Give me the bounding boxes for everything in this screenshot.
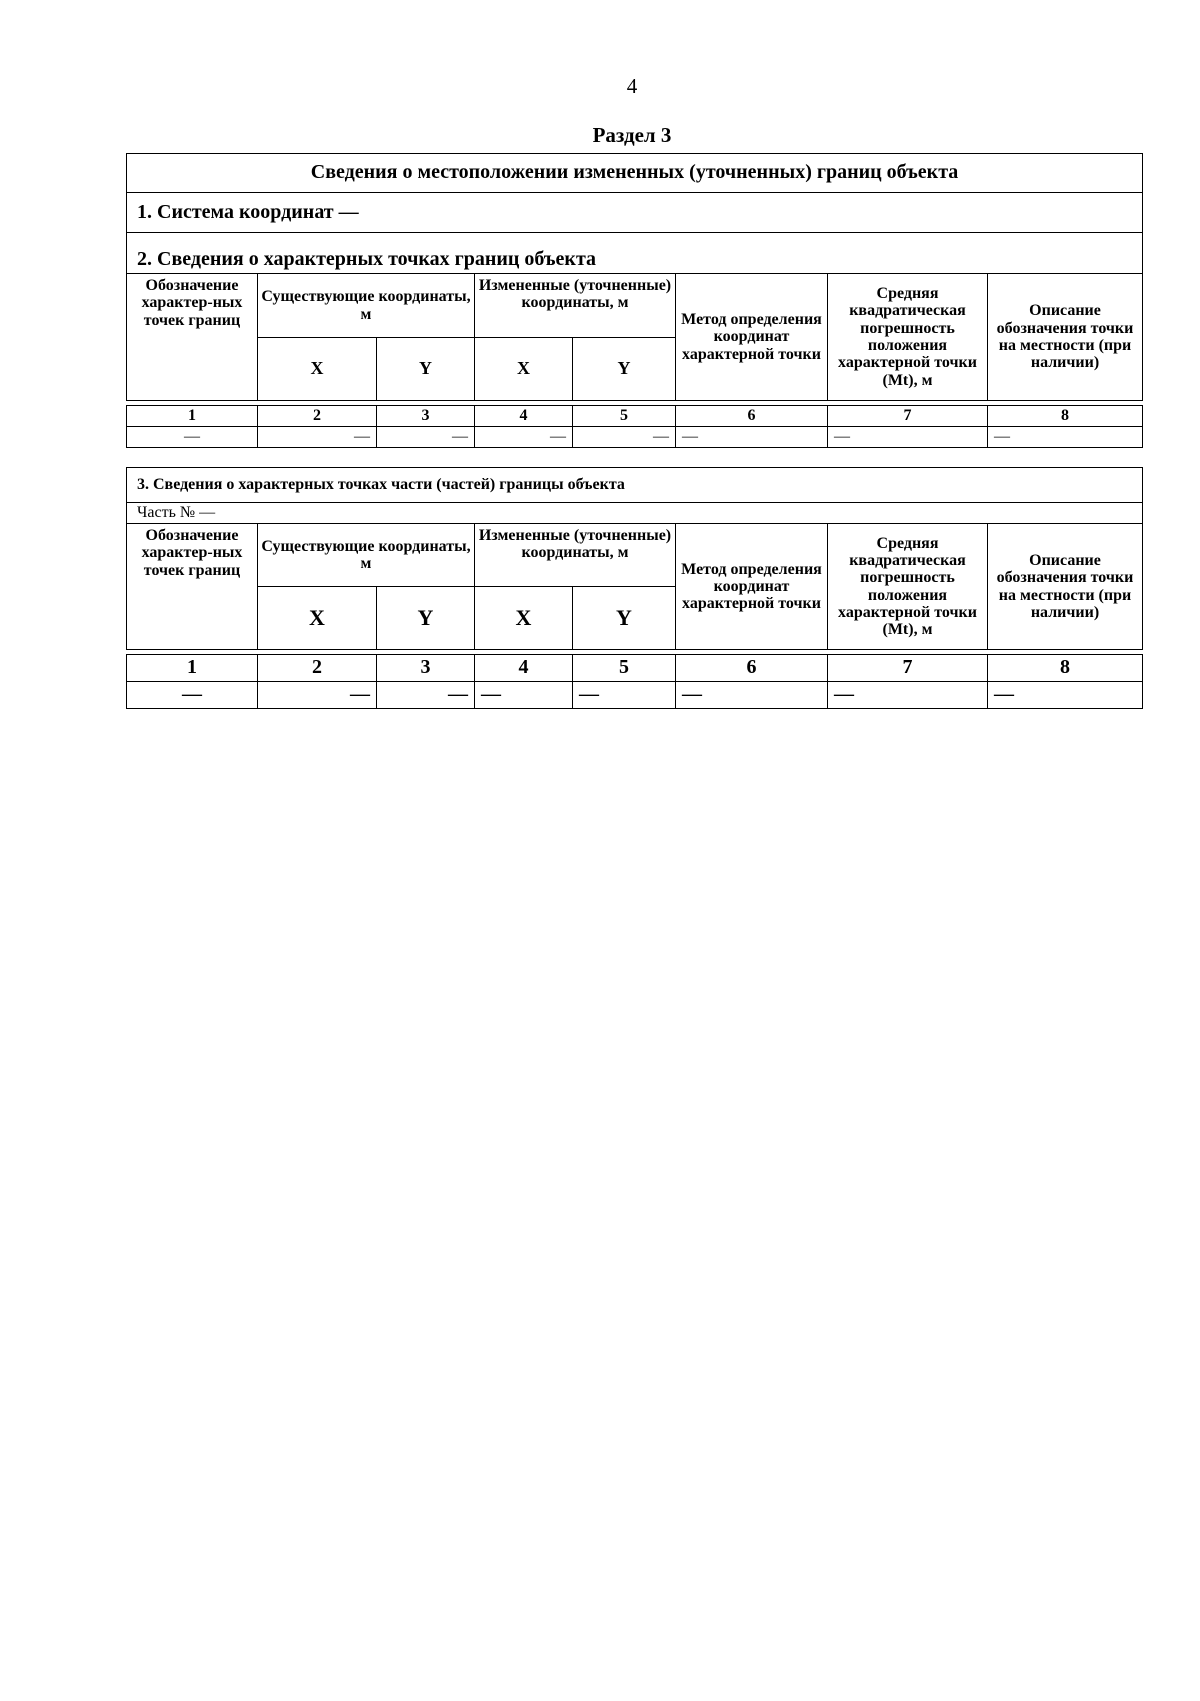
column-number: 1 [127, 655, 258, 682]
section-title: Раздел 3 [592, 123, 672, 147]
header-error: Средняя квадратическая погрешность положения характерной точки (Mt), м [828, 524, 988, 650]
part-points-title: 3. Сведения о характерных точках части (частей) границы объекта [127, 468, 1143, 503]
column-number: 4 [475, 655, 573, 682]
empty-cell: — [475, 682, 573, 709]
header-x: X [475, 587, 573, 650]
header-y: Y [377, 587, 475, 650]
part-number-row: Часть № — [127, 503, 1143, 524]
header-x: X [258, 338, 377, 401]
column-number: 7 [828, 655, 988, 682]
header-description: Описание обозначения точки на местности (при наличии) [988, 274, 1143, 401]
column-number: 7 [828, 406, 988, 427]
header-existing: Существующие координаты, м [258, 524, 475, 587]
empty-cell: — [258, 682, 377, 709]
header-method: Метод определения координат характерной точки [676, 274, 828, 401]
column-number: 6 [676, 655, 828, 682]
column-number: 5 [573, 406, 676, 427]
empty-cell: — [573, 427, 676, 448]
column-number: 8 [988, 406, 1143, 427]
empty-cell: — [828, 682, 988, 709]
header-designation: Обозначение характер-ных точек границ [127, 524, 258, 650]
header-existing: Существующие координаты, м [258, 274, 475, 338]
page-number: 4 [626, 74, 638, 98]
header-description: Описание обозначения точки на местности (при наличии) [988, 524, 1143, 650]
header-y: Y [573, 338, 676, 401]
empty-cell: — [828, 427, 988, 448]
header-designation: Обозначение характер-ных точек границ [127, 274, 258, 401]
column-number: 4 [475, 406, 573, 427]
column-number: 5 [573, 655, 676, 682]
points-title-row: 2. Сведения о характерных точках границ объекта [127, 233, 1143, 274]
column-number: 2 [258, 406, 377, 427]
header-error: Средняя квадратическая погрешность положения характерной точки (Mt), м [828, 274, 988, 401]
header-x: X [258, 587, 377, 650]
empty-cell: — [475, 427, 573, 448]
empty-cell: — [127, 682, 258, 709]
column-number: 1 [127, 406, 258, 427]
column-number: 2 [258, 655, 377, 682]
part-boundary-table [126, 467, 1143, 709]
empty-cell: — [988, 682, 1143, 709]
coord-system-row: 1. Система координат — [127, 193, 1143, 233]
empty-cell: — [988, 427, 1143, 448]
empty-cell: — [377, 427, 475, 448]
header-changed: Измененные (уточненные) координаты, м [475, 274, 676, 338]
column-number: 8 [988, 655, 1143, 682]
empty-cell: — [676, 682, 828, 709]
empty-cell: — [676, 427, 828, 448]
header-y: Y [377, 338, 475, 401]
empty-cell: — [258, 427, 377, 448]
column-number: 6 [676, 406, 828, 427]
header-changed: Измененные (уточненные) координаты, м [475, 524, 676, 587]
empty-cell: — [377, 682, 475, 709]
table-caption: Сведения о местоположении измененных (уточненных) границ объекта [127, 154, 1143, 193]
empty-cell: — [127, 427, 258, 448]
boundary-table [126, 153, 1143, 448]
header-x: X [475, 338, 573, 401]
empty-cell: — [573, 682, 676, 709]
column-number: 3 [377, 655, 475, 682]
header-y: Y [573, 587, 676, 650]
column-number: 3 [377, 406, 475, 427]
header-method: Метод определения координат характерной точки [676, 524, 828, 650]
